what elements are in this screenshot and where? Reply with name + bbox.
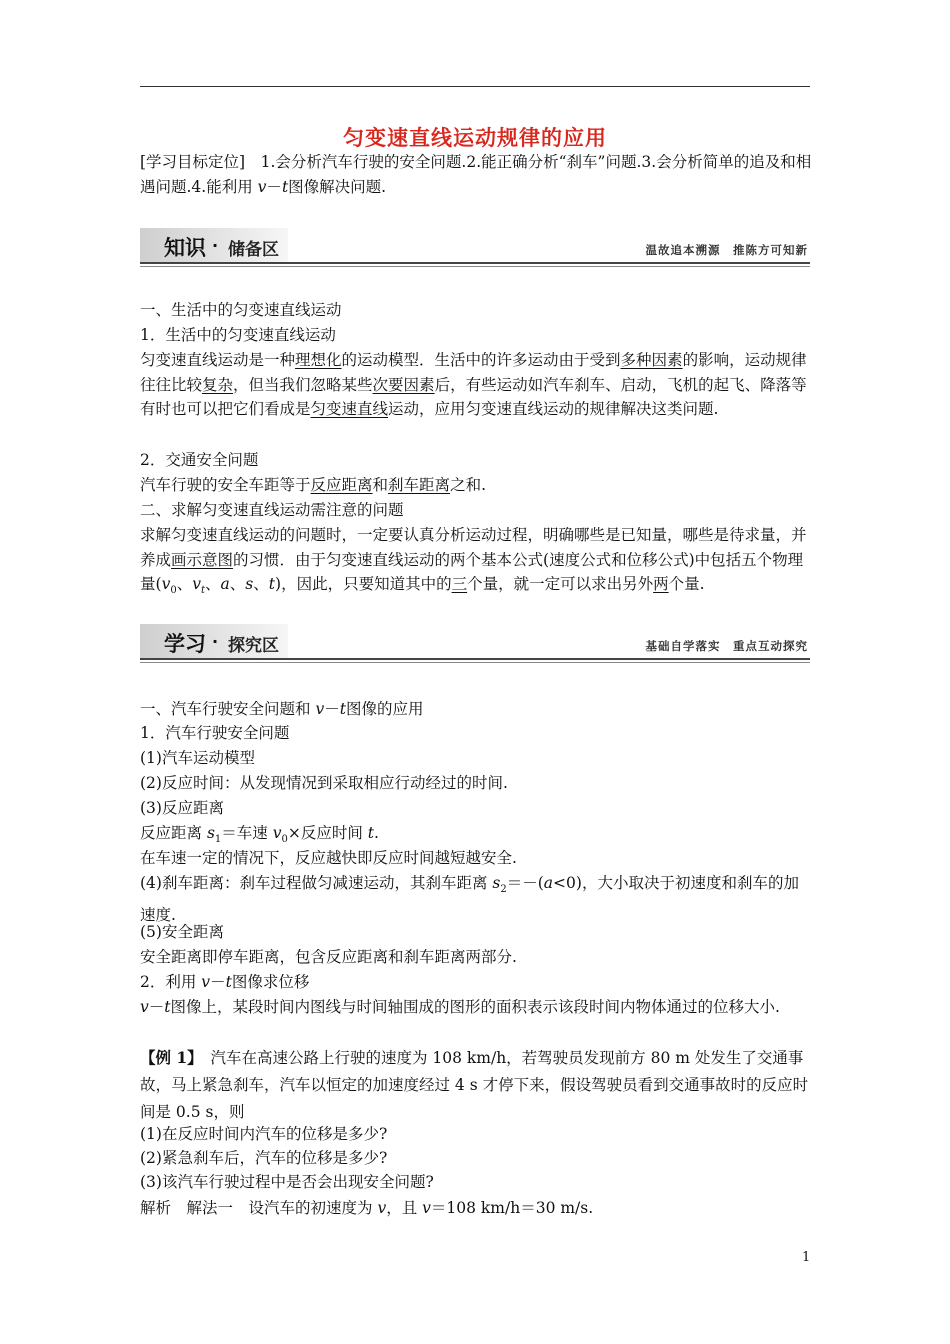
page-number: 1 [802, 1250, 811, 1265]
text-run: － [148, 998, 165, 1016]
study-line-11 [140, 995, 812, 1020]
text-run: 图像上，某段时间内图线与时间轴围成的图形的面积表示该段时间内物体通过的位移大小. [170, 998, 780, 1016]
symbol: t [367, 824, 375, 842]
study-line-9: 安全距离即停车距离，包含反应距离和刹车距离两部分. [140, 948, 517, 966]
text-run: － [210, 973, 226, 991]
header-rule [140, 86, 810, 87]
study-line-2: (1)汽车运动模型 [140, 749, 255, 767]
text-run: ，但当我们忽略某些 [233, 375, 373, 394]
symbol: a [543, 874, 554, 892]
study-line-10 [140, 970, 309, 994]
text-run: )，因此，只要知道其中的 [275, 575, 452, 593]
objectives-v: v [257, 177, 267, 196]
text-run: 、 [176, 575, 193, 593]
symbol: t [339, 700, 346, 718]
objectives-t: t [281, 177, 289, 196]
example-label: 【例 1】 [140, 1048, 195, 1067]
paragraph-1 [140, 348, 812, 422]
symbol: s [245, 575, 254, 593]
text-run: 图像求位移 [231, 973, 310, 991]
objectives-tail: 图像解决问题. [288, 177, 387, 196]
symbol: v [140, 998, 149, 1016]
text-run: 一、汽车行驶安全问题和 [140, 700, 316, 718]
symbol: s [492, 874, 501, 892]
banner-rule [140, 658, 810, 660]
text-run: ＝车速 [221, 824, 273, 842]
blank-answer: 反应距离 [310, 476, 373, 494]
symbol: t [225, 973, 232, 991]
banner-sub-text: 储备区 [228, 240, 279, 260]
symbol: t [268, 575, 276, 593]
objectives-text: 1.会分析汽车行驶的安全问题.2.能正确分析“刹车”问题.3.会分析简单的追及和相遇问题.4.能利用 [140, 153, 812, 196]
banner-dot: · [212, 236, 219, 255]
symbol: a [220, 575, 230, 593]
subscript: t [200, 585, 206, 597]
text-run: 运动，应用匀变速直线运动的规律解决这类问题. [388, 400, 719, 418]
banner-main-text: 知识 [164, 236, 206, 260]
question-2: (2)紧急刹车后，汽车的位移是多少? [140, 1149, 388, 1167]
heading-1-1: 1．生活中的匀变速直线运动 [140, 326, 336, 344]
text-run: ×反应时间 [287, 824, 368, 842]
study-line-3: (2)反应时间：从发现情况到采取相应行动经过的时间. [140, 774, 508, 792]
text-run: 汽车行驶的安全车距等于 [140, 476, 311, 494]
study-line-8: (5)安全距离 [140, 923, 224, 941]
symbol: v [201, 973, 211, 991]
subscript: 1 [214, 834, 222, 846]
text-run: 解析 解法一 设汽车的初速度为 [140, 1199, 378, 1217]
study-line-6: 在车速一定的情况下，反应越快即反应时间越短越安全. [140, 849, 517, 867]
text-run: 、 [205, 575, 221, 593]
study-line-1: 1．汽车行驶安全问题 [140, 724, 290, 742]
text-run: 匀变速直线运动是一种 [140, 351, 296, 369]
subscript: 0 [170, 585, 177, 597]
text-run: ＝108 km/h＝30 m/s. [430, 1199, 594, 1217]
learning-objectives [140, 150, 812, 199]
banner-slogan: 温故追本溯源 推陈方可知新 [645, 243, 808, 257]
page-title: 匀变速直线运动规律的应用 [343, 125, 607, 150]
banner-main-text: 学习 [164, 632, 206, 656]
text-run: 的运动模型．生活中的许多运动由于受到 [341, 351, 621, 369]
blank-answer: 多种因素 [620, 351, 683, 369]
blank-answer: 两 [653, 575, 669, 593]
example-1 [140, 1044, 812, 1126]
answer-line [140, 1196, 593, 1220]
text-run: 之和. [450, 476, 486, 494]
heading-study-1 [140, 697, 423, 721]
example-text: 汽车在高速公路上行驶的速度为 108 km/h，若驾驶员发现前方 80 m 处发生了交通事故，马上紧急刹车，汽车以恒定的加速度经过 4 s 才停下来，假设驾驶员看到交通事故时的反应时间是 0.5 s，则 [140, 1049, 809, 1121]
symbol: v [161, 575, 171, 593]
text-run: 、 [253, 575, 269, 593]
blank-answer: 刹车距离 [388, 476, 451, 494]
study-line-7 [140, 871, 812, 927]
banner-sub-text: 探究区 [228, 636, 279, 656]
study-line-4: (3)反应距离 [140, 799, 224, 817]
text-run: 的习惯．由于匀变速直线运动的两个基本公式(速度公式和位移公式)中包括五个物理量( [140, 550, 804, 593]
banner-dot: · [212, 632, 219, 651]
text-run: 个量，就一定可以求出另外 [467, 575, 654, 593]
text-run: ＝－( [506, 874, 544, 892]
text-run: ，且 [386, 1199, 423, 1217]
text-run: 、 [229, 575, 246, 593]
text-run: 个量. [668, 575, 705, 593]
blank-answer: 三 [451, 575, 468, 593]
symbol: v [377, 1199, 387, 1217]
blank-answer: 次要因素 [372, 375, 435, 394]
text-run: 图像的应用 [345, 700, 424, 718]
blank-answer: 匀变速直线 [310, 400, 389, 418]
heading-section-2: 二、求解匀变速直线运动需注意的问题 [140, 501, 404, 519]
banner-rule [140, 262, 810, 264]
section-banner-study [140, 624, 810, 664]
heading-section-1: 一、生活中的匀变速直线运动 [140, 301, 342, 319]
text-run: 的影响，运动规律往往比较 [140, 351, 807, 394]
banner-rule-thin [140, 266, 810, 267]
symbol: t [164, 998, 171, 1016]
symbol: v [422, 1199, 431, 1217]
text-run: <0)，大小取决于初速度和刹车的加速度. [140, 874, 799, 924]
objectives-label: [学习目标定位] [140, 153, 246, 171]
text-run: 后，有些运动如汽车刹车、启动，飞机的起飞、降落等有时也可以把它们看成是 [140, 375, 807, 418]
banner-slogan: 基础自学落实 重点互动探究 [645, 639, 808, 653]
text-run: 2．利用 [140, 973, 202, 991]
subscript: 0 [281, 834, 288, 846]
question-3: (3)该汽车行驶过程中是否会出现安全问题? [140, 1173, 434, 1191]
text-run: 和 [372, 476, 389, 494]
paragraph-2 [140, 473, 486, 497]
text-run: 反应距离 [140, 824, 207, 842]
blank-answer: 复杂 [202, 375, 234, 394]
question-1: (1)在反应时间内汽车的位移是多少? [140, 1125, 388, 1143]
blank-answer: 画示意图 [171, 550, 234, 569]
symbol: v [272, 824, 282, 842]
text-run: 求解匀变速直线运动的问题时，一定要认真分析运动过程，明确哪些是已知量，哪些是待求量，并养成 [140, 526, 807, 569]
text-run: － [324, 700, 340, 718]
symbol: v [315, 700, 325, 718]
section-banner-knowledge [140, 228, 810, 268]
heading-1-2: 2．交通安全问题 [140, 451, 259, 469]
symbol: v [192, 575, 201, 593]
subscript: 2 [500, 884, 507, 896]
text-run: . [374, 824, 379, 842]
paragraph-3 [140, 523, 812, 604]
text-run: (4)刹车距离：刹车过程做匀减速运动，其刹车距离 [140, 874, 493, 892]
symbol: s [206, 824, 215, 842]
blank-answer: 理想化 [295, 351, 342, 369]
banner-rule-thin [140, 662, 810, 663]
objectives-dash: － [266, 177, 282, 196]
